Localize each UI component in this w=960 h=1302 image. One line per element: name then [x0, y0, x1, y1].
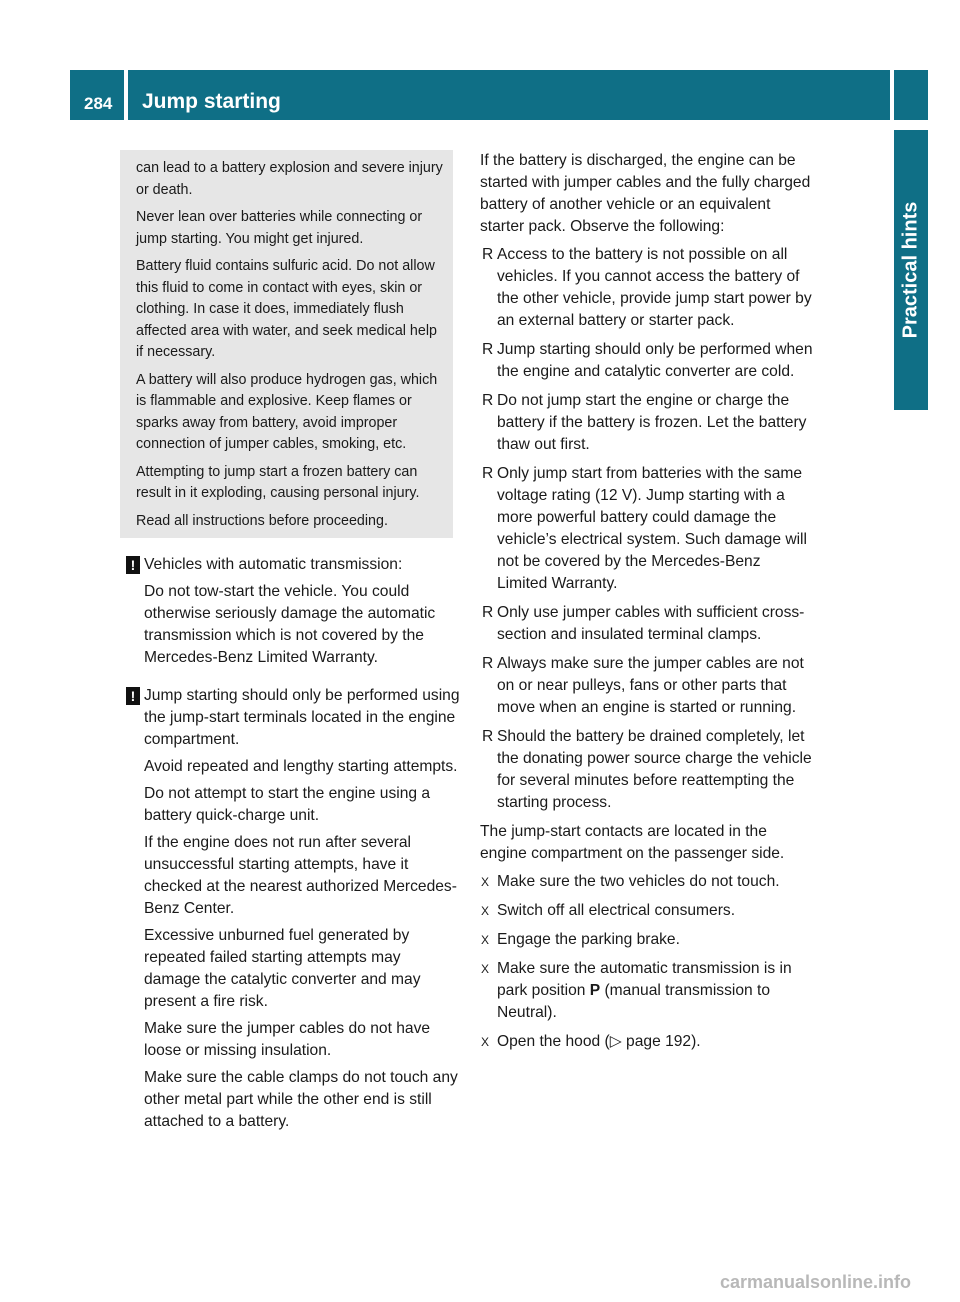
notice-paragraph: If the engine does not run after several unsuccessful starting attempts, have it checked at the nearest authorized Mercedes-Benz Center.: [144, 834, 457, 917]
bullet-text: Access to the battery is not possible on all vehicles. If you cannot access the battery of the other vehicle, provide jump start power by an external battery or starter pack.: [497, 246, 812, 329]
list-item: [480, 653, 814, 719]
notice-paragraph: Excessive unburned fuel generated by repeated failed starting attempts may damage the catalytic converter and may present a fire risk.: [144, 927, 421, 1010]
warning-paragraph: Never lean over batteries while connecting or jump starting. You might get injured.: [136, 209, 423, 247]
notice-jump-start-terminals: [116, 685, 461, 1133]
exclamation-icon: !: [126, 556, 140, 574]
page-number-block: [70, 70, 124, 120]
notice-paragraph: Jump starting should only be performed using the jump-start terminals located in the engine compartment.: [144, 687, 460, 748]
notice-automatic-transmission: [116, 554, 461, 669]
side-chapter-tab: [894, 130, 928, 410]
contacts-note: The jump-start contacts are located in the engine compartment on the passenger side.: [480, 823, 785, 862]
step-arrow-icon: X: [481, 875, 490, 889]
step-arrow-icon: X: [481, 933, 490, 947]
step-item: [480, 958, 814, 1024]
warning-box: [120, 150, 453, 538]
step-item: [480, 929, 814, 951]
list-item: [480, 339, 814, 383]
step-text: Switch off all electrical consumers.: [497, 902, 736, 919]
list-item: [480, 602, 814, 646]
step-item: [480, 900, 814, 922]
gear-position-p: P: [589, 982, 601, 999]
section-header: [128, 70, 890, 120]
notice-paragraph: Vehicles with automatic transmission:: [144, 556, 403, 573]
step-text-post: (manual transmission to Neutral).: [497, 982, 771, 1021]
bullet-text: Only jump start from batteries with the same voltage rating (12 V). Jump starting with a more powerful battery could damage the vehicle’s electrical system. Such damage will not be covered by the Mercedes-Benz Limited Warranty.: [497, 465, 807, 592]
bullet-icon: R: [482, 655, 494, 672]
list-item: [480, 726, 814, 814]
bullet-text: Always make sure the jumper cables are not on or near pulleys, fans or other parts that move when an engine is started or running.: [497, 655, 804, 716]
page-ref-text: page 192).: [621, 1033, 701, 1050]
notice-paragraph: Do not tow-start the vehicle. You could otherwise seriously damage the automatic transmission which is not covered by the Mercedes-Benz Limited Warranty.: [144, 583, 436, 666]
watermark: carmanualsonline.info: [720, 1272, 912, 1292]
bullet-icon: R: [482, 728, 494, 745]
intro-paragraph: If the battery is discharged, the engine can be started with jumper cables and the fully charged battery of another vehicle or an equivalent starter pack. Observe the following:: [480, 152, 811, 235]
step-arrow-icon: X: [481, 962, 490, 976]
bullet-icon: R: [482, 246, 494, 263]
step-text: Make sure the two vehicles do not touch.: [497, 873, 780, 890]
warning-paragraph: Read all instructions before proceeding.: [136, 512, 388, 529]
notice-paragraph: Avoid repeated and lengthy starting attempts.: [144, 758, 458, 775]
step-arrow-icon: X: [481, 904, 490, 918]
right-column: [480, 150, 814, 1060]
left-column: [116, 150, 461, 1138]
page-number: 284: [84, 94, 113, 113]
exclamation-icon: !: [126, 687, 140, 705]
bullet-text: Only use jumper cables with sufficient cross-section and insulated terminal clamps.: [497, 604, 805, 643]
list-item: [480, 244, 814, 332]
bullet-icon: R: [482, 604, 494, 621]
step-item: [480, 1031, 814, 1053]
bullet-text: Do not jump start the engine or charge the battery if the battery is frozen. Let the battery thaw out first.: [497, 392, 807, 453]
warning-paragraph: can lead to a battery explosion and severe injury or death.: [136, 160, 443, 198]
step-text: Engage the parking brake.: [497, 931, 680, 948]
bullet-icon: R: [482, 341, 494, 358]
page-ref-arrow-icon: ▷: [609, 1033, 622, 1050]
bullet-text: Jump starting should only be performed when the engine and catalytic converter are cold.: [497, 341, 813, 380]
step-text-pre: Make sure the automatic transmission is in park position: [497, 960, 792, 999]
notice-paragraph: Do not attempt to start the engine using a battery quick-charge unit.: [144, 785, 431, 824]
bullet-icon: R: [482, 465, 494, 482]
bullet-text: Should the battery be drained completely, let the donating power source charge the vehicle for several minutes before reattempting the starting process.: [497, 728, 812, 811]
warning-paragraph: A battery will also produce hydrogen gas, which is flammable and explosive. Keep flames or sparks away from battery, avoid improper connection of jumper cables, smoking, etc.: [136, 371, 438, 452]
side-tab-cap: [894, 70, 928, 120]
notice-paragraph: Make sure the cable clamps do not touch any other metal part while the other end is still attached to a battery.: [144, 1069, 458, 1130]
step-arrow-icon: X: [481, 1035, 490, 1049]
warning-paragraph: Attempting to jump start a frozen battery can result in it exploding, causing personal injury.: [136, 463, 420, 501]
page-reference-link[interactable]: [610, 1033, 701, 1050]
side-tab-label: Practical hints: [899, 201, 922, 339]
section-title: Jump starting: [142, 90, 281, 113]
step-text-pre: Open the hood (: [497, 1033, 610, 1050]
step-item: [480, 871, 814, 893]
bullet-icon: R: [482, 392, 494, 409]
precaution-list: [480, 244, 814, 814]
list-item: [480, 390, 814, 456]
step-list: [480, 871, 814, 1053]
notice-paragraph: Make sure the jumper cables do not have loose or missing insulation.: [144, 1020, 431, 1059]
list-item: [480, 463, 814, 595]
warning-paragraph: Battery fluid contains sulfuric acid. Do not allow this fluid to come in contact with eyes, skin or clothing. In case it does, immediately flush affected area with water, and seek medical help if necessary.: [136, 258, 437, 360]
